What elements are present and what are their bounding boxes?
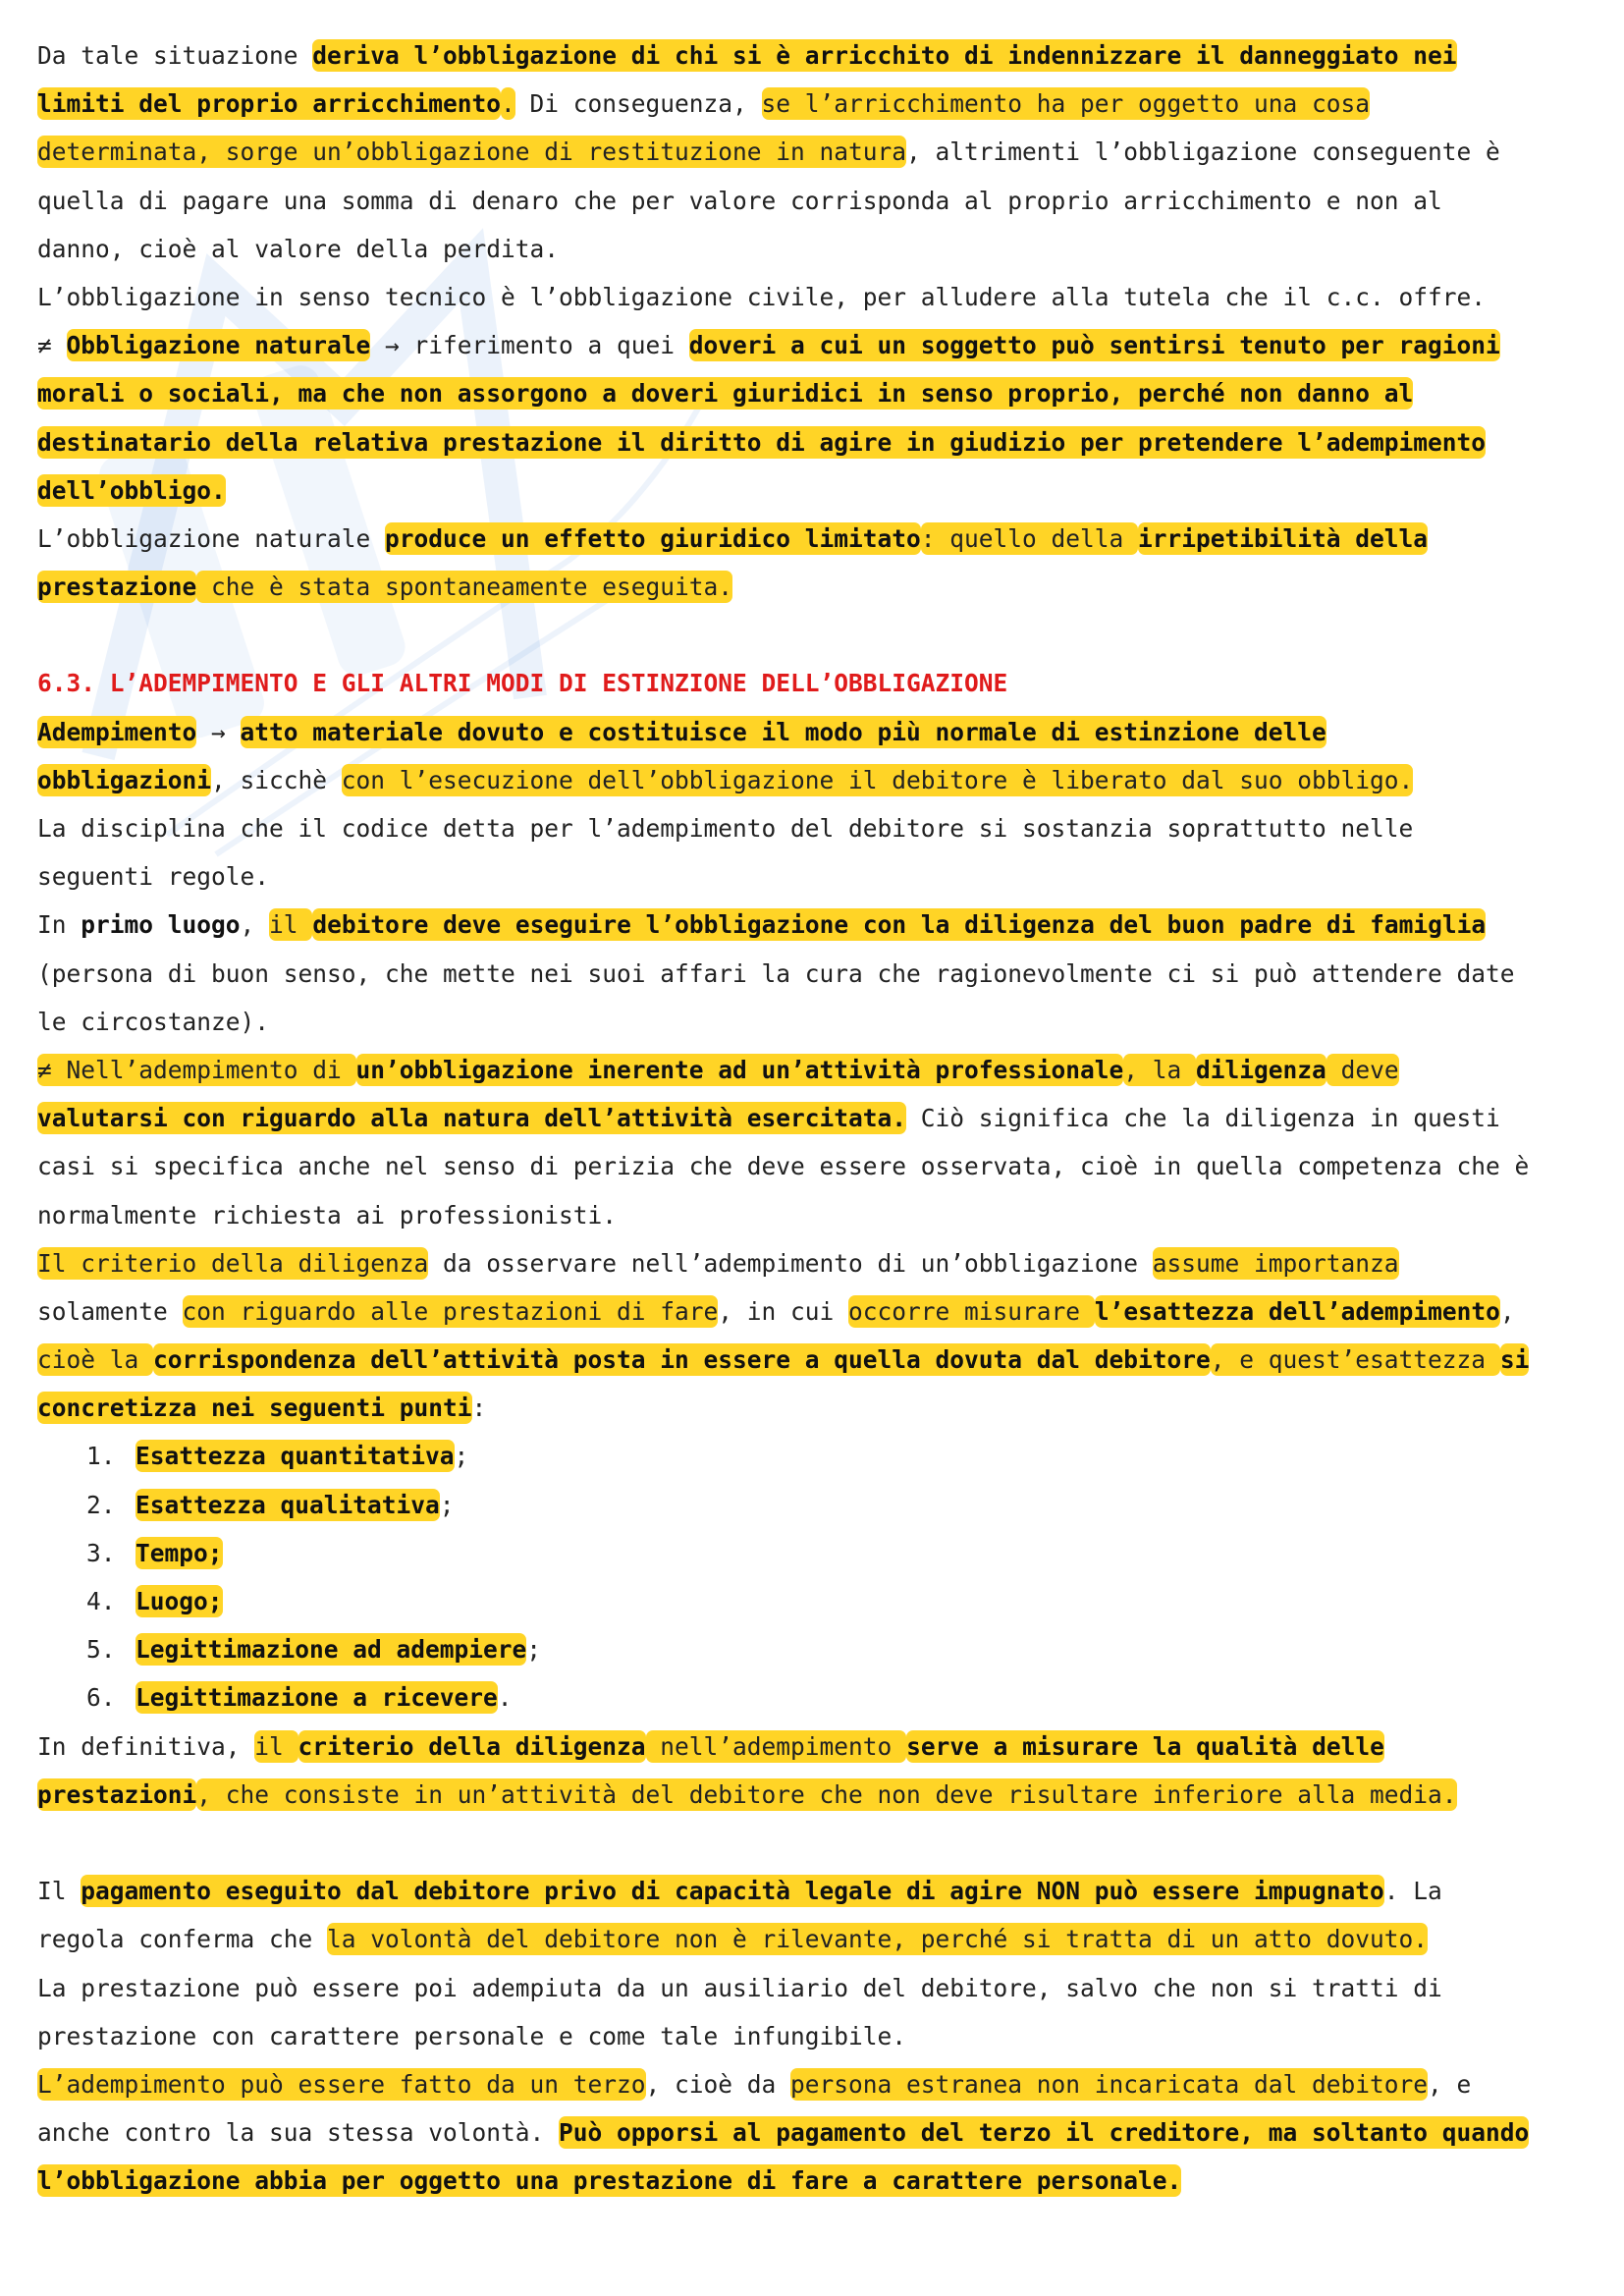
highlighted-text: morali o sociali, ma che non assorgono a doveri giuridici in senso proprio, perché non danno al bbox=[37, 379, 1414, 409]
highlighted-text: Può opporsi al pagamento del terzo il creditore, ma soltanto quando bbox=[559, 2118, 1530, 2148]
text-run: La disciplina che il codice detta per l’adempimento del debitore si sostanzia soprattutto nelle bbox=[37, 814, 1414, 843]
text-line bbox=[37, 563, 1598, 611]
highlighted-text: il bbox=[254, 1731, 298, 1761]
highlighted-text: Tempo; bbox=[135, 1538, 223, 1567]
highlighted-text: irripetibilità della bbox=[1138, 523, 1429, 553]
text-line bbox=[37, 950, 1598, 998]
highlighted-text: l’esattezza dell’adempimento bbox=[1094, 1296, 1500, 1326]
highlighted-text: ≠ Nell’adempimento di bbox=[37, 1055, 356, 1084]
text-run: primo luogo bbox=[81, 910, 241, 940]
text-line bbox=[37, 1771, 1598, 1819]
text-run: , cioè da bbox=[645, 2069, 791, 2099]
text-line bbox=[37, 273, 1598, 321]
text-run: : bbox=[471, 1394, 487, 1423]
text-run: normalmente richiesta ai professionisti. bbox=[37, 1200, 618, 1230]
text-run: → bbox=[196, 717, 241, 746]
text-run: L’obbligazione naturale bbox=[37, 523, 386, 553]
highlighted-text: nell’adempimento bbox=[645, 1731, 907, 1761]
text-line bbox=[37, 852, 1598, 901]
text-line bbox=[37, 1915, 1598, 1963]
highlighted-text: : quello della bbox=[920, 523, 1139, 553]
highlighted-text: doveri a cui un soggetto può sentirsi tenuto per ragioni bbox=[688, 331, 1500, 360]
highlighted-text: diligenza bbox=[1196, 1055, 1326, 1084]
highlighted-text: Esattezza qualitativa bbox=[135, 1490, 440, 1519]
list-number: 5. bbox=[86, 1635, 116, 1665]
text-line bbox=[37, 1239, 1598, 1287]
highlighted-text: occorre misurare bbox=[848, 1296, 1095, 1326]
highlighted-text: atto materiale dovuto e costituisce il modo più normale di estinzione delle bbox=[240, 717, 1326, 746]
text-line bbox=[37, 2012, 1598, 2060]
highlighted-text: la volontà del debitore non è rilevante, perché si tratta di un atto dovuto. bbox=[327, 1925, 1429, 1954]
highlighted-text: dell’obbligo. bbox=[37, 475, 226, 505]
highlighted-text: il bbox=[269, 910, 313, 940]
text-run: , in cui bbox=[718, 1296, 849, 1326]
text-run: regola conferma che bbox=[37, 1925, 328, 1954]
list-item bbox=[37, 1481, 1598, 1529]
text-run: → riferimento a quei bbox=[370, 331, 689, 360]
highlighted-text: limiti del proprio arricchimento bbox=[37, 89, 502, 119]
text-run: , sicchè bbox=[211, 765, 342, 794]
highlighted-text: cioè la bbox=[37, 1345, 154, 1375]
highlighted-text: criterio della diligenza bbox=[298, 1731, 646, 1761]
highlighted-text: prestazione bbox=[37, 573, 197, 602]
text-run: anche contro la sua stessa volontà. bbox=[37, 2118, 560, 2148]
text-line bbox=[37, 1336, 1598, 1384]
text-line bbox=[37, 128, 1598, 176]
text-run: ; bbox=[439, 1490, 455, 1519]
highlighted-text: produce un effetto giuridico limitato bbox=[385, 523, 921, 553]
text-run: . La bbox=[1383, 1877, 1442, 1906]
list-item bbox=[37, 1529, 1598, 1577]
text-run: L’obbligazione in senso tecnico è l’obbligazione civile, per alludere alla tutela che il c.c. offre. bbox=[37, 282, 1487, 311]
text-run: le circostanze). bbox=[37, 1007, 270, 1036]
text-run: ≠ bbox=[37, 331, 67, 360]
highlighted-text: , e quest’esattezza bbox=[1210, 1345, 1500, 1375]
text-run: In definitiva, bbox=[37, 1731, 255, 1761]
text-line bbox=[37, 177, 1598, 225]
text-run: prestazione con carattere personale e come tale infungibile. bbox=[37, 2021, 907, 2050]
list-number: 6. bbox=[86, 1683, 116, 1713]
list-item bbox=[37, 1625, 1598, 1673]
list-item bbox=[37, 1432, 1598, 1480]
text-line bbox=[37, 369, 1598, 417]
text-line bbox=[37, 901, 1598, 949]
list-number: 4. bbox=[86, 1587, 116, 1615]
list-number: 1. bbox=[86, 1442, 116, 1471]
highlighted-text: Adempimento bbox=[37, 717, 197, 746]
text-line bbox=[37, 756, 1598, 804]
text-line bbox=[37, 998, 1598, 1046]
highlighted-text: che è stata spontaneamente eseguita. bbox=[196, 573, 733, 602]
text-line bbox=[37, 225, 1598, 273]
highlighted-text: , che consiste in un’attività del debitore che non deve risultare inferiore alla media. bbox=[196, 1779, 1457, 1809]
text-line bbox=[37, 1191, 1598, 1239]
blank-line bbox=[37, 1819, 1598, 1867]
highlighted-text: determinata, sorge un’obbligazione di restituzione in natura bbox=[37, 137, 907, 167]
text-line bbox=[37, 80, 1598, 128]
highlighted-text: prestazioni bbox=[37, 1779, 197, 1809]
list-item bbox=[37, 1673, 1598, 1722]
highlighted-text: . bbox=[501, 89, 515, 119]
text-line bbox=[37, 418, 1598, 466]
highlighted-text: serve a misurare la qualità delle bbox=[906, 1731, 1384, 1761]
text-line bbox=[37, 2108, 1598, 2157]
highlighted-text: Obbligazione naturale bbox=[66, 331, 371, 360]
text-line bbox=[37, 2157, 1598, 2205]
text-line bbox=[37, 321, 1598, 369]
highlighted-text: con riguardo alle prestazioni di fare bbox=[182, 1296, 719, 1326]
text-line bbox=[37, 804, 1598, 852]
highlighted-text: corrispondenza dell’attività posta in essere a quella dovuta dal debitore bbox=[153, 1345, 1211, 1375]
text-run: ; bbox=[454, 1442, 469, 1471]
highlighted-text: Legittimazione ad adempiere bbox=[135, 1635, 527, 1665]
text-run: , e bbox=[1428, 2069, 1472, 2099]
text-run: , bbox=[1499, 1296, 1515, 1326]
text-run: solamente bbox=[37, 1296, 183, 1326]
highlighted-text: destinatario della relativa prestazione il diritto di agire in giudizio per pretendere l’adempimento bbox=[37, 427, 1487, 457]
text-line bbox=[37, 466, 1598, 515]
text-line bbox=[37, 1384, 1598, 1432]
text-run: ; bbox=[526, 1635, 542, 1665]
list-number: 2. bbox=[86, 1490, 116, 1519]
text-line bbox=[37, 1964, 1598, 2012]
text-run: La prestazione può essere poi adempiuta da un ausiliario del debitore, salvo che non si tratti di bbox=[37, 1973, 1442, 2002]
text-line bbox=[37, 1867, 1598, 1915]
text-run: In bbox=[37, 910, 81, 940]
highlighted-text: Il criterio della diligenza bbox=[37, 1248, 429, 1278]
highlighted-text: deriva l’obbligazione di chi si è arricchito di indennizzare il danneggiato nei bbox=[312, 41, 1457, 70]
blank-line bbox=[37, 611, 1598, 659]
text-line bbox=[37, 1287, 1598, 1336]
text-line bbox=[37, 31, 1598, 80]
list-number: 3. bbox=[86, 1538, 116, 1567]
text-run: Il bbox=[37, 1877, 81, 1906]
highlighted-text: deve bbox=[1326, 1055, 1399, 1084]
text-line bbox=[37, 708, 1598, 756]
highlighted-text: concretizza nei seguenti punti bbox=[37, 1394, 472, 1423]
text-line bbox=[37, 1046, 1598, 1094]
text-line bbox=[37, 2060, 1598, 2108]
highlighted-text: Legittimazione a ricevere bbox=[135, 1683, 498, 1713]
text-line bbox=[37, 515, 1598, 563]
text-run: . bbox=[497, 1683, 513, 1713]
text-run: (persona di buon senso, che mette nei suoi affari la cura che ragionevolmente ci si può attendere date bbox=[37, 958, 1515, 988]
highlighted-text: pagamento eseguito dal debitore privo di capacità legale di agire NON può essere impugnato bbox=[81, 1877, 1384, 1906]
text-run: quella di pagare una somma di denaro che per valore corrisponda al proprio arricchimento e non al bbox=[37, 186, 1442, 215]
highlighted-text: assume importanza bbox=[1152, 1248, 1399, 1278]
highlighted-text: con l’esecuzione dell’obbligazione il debitore è liberato dal suo obbligo. bbox=[341, 765, 1414, 794]
section-heading: 6.3. L’ADEMPIMENTO E GLI ALTRI MODI DI ESTINZIONE DELL’OBBLIGAZIONE bbox=[37, 669, 1008, 698]
text-run: seguenti regole. bbox=[37, 862, 270, 892]
text-run: danno, cioè al valore della perdita. bbox=[37, 234, 560, 263]
highlighted-text: un’obbligazione inerente ad un’attività professionale bbox=[355, 1055, 1124, 1084]
highlighted-text: se l’arricchimento ha per oggetto una cosa bbox=[761, 89, 1371, 119]
text-run: Di conseguenza, bbox=[514, 89, 762, 119]
highlighted-text: , la bbox=[1123, 1055, 1197, 1084]
highlighted-text: obbligazioni bbox=[37, 765, 212, 794]
highlighted-text: si bbox=[1499, 1345, 1530, 1375]
highlighted-text: Esattezza quantitativa bbox=[135, 1442, 455, 1471]
highlighted-text: Luogo; bbox=[135, 1587, 223, 1615]
text-line bbox=[37, 1722, 1598, 1771]
text-run: casi si specifica anche nel senso di perizia che deve essere osservata, cioè in quella competenza che è bbox=[37, 1152, 1530, 1181]
highlighted-text: debitore deve eseguire l’obbligazione con la diligenza del buon padre di famiglia bbox=[312, 910, 1487, 940]
highlighted-text: valutarsi con riguardo alla natura dell’attività esercitata. bbox=[37, 1104, 907, 1133]
highlighted-text: l’obbligazione abbia per oggetto una prestazione di fare a carattere personale. bbox=[37, 2166, 1182, 2196]
text-run: Da tale situazione bbox=[37, 41, 313, 70]
highlighted-text: L’adempimento può essere fatto da un terzo bbox=[37, 2069, 646, 2099]
text-run: da osservare nell’adempimento di un’obbligazione bbox=[428, 1248, 1153, 1278]
text-run: , altrimenti l’obbligazione conseguente è bbox=[906, 137, 1500, 167]
list-item bbox=[37, 1577, 1598, 1625]
text-line bbox=[37, 659, 1598, 707]
text-line bbox=[37, 1142, 1598, 1190]
highlighted-text: persona estranea non incaricata dal debitore bbox=[790, 2069, 1429, 2099]
text-run: , bbox=[240, 910, 270, 940]
text-line bbox=[37, 1094, 1598, 1142]
text-run: Ciò significa che la diligenza in questi bbox=[906, 1104, 1500, 1133]
document-body bbox=[37, 31, 1598, 2205]
